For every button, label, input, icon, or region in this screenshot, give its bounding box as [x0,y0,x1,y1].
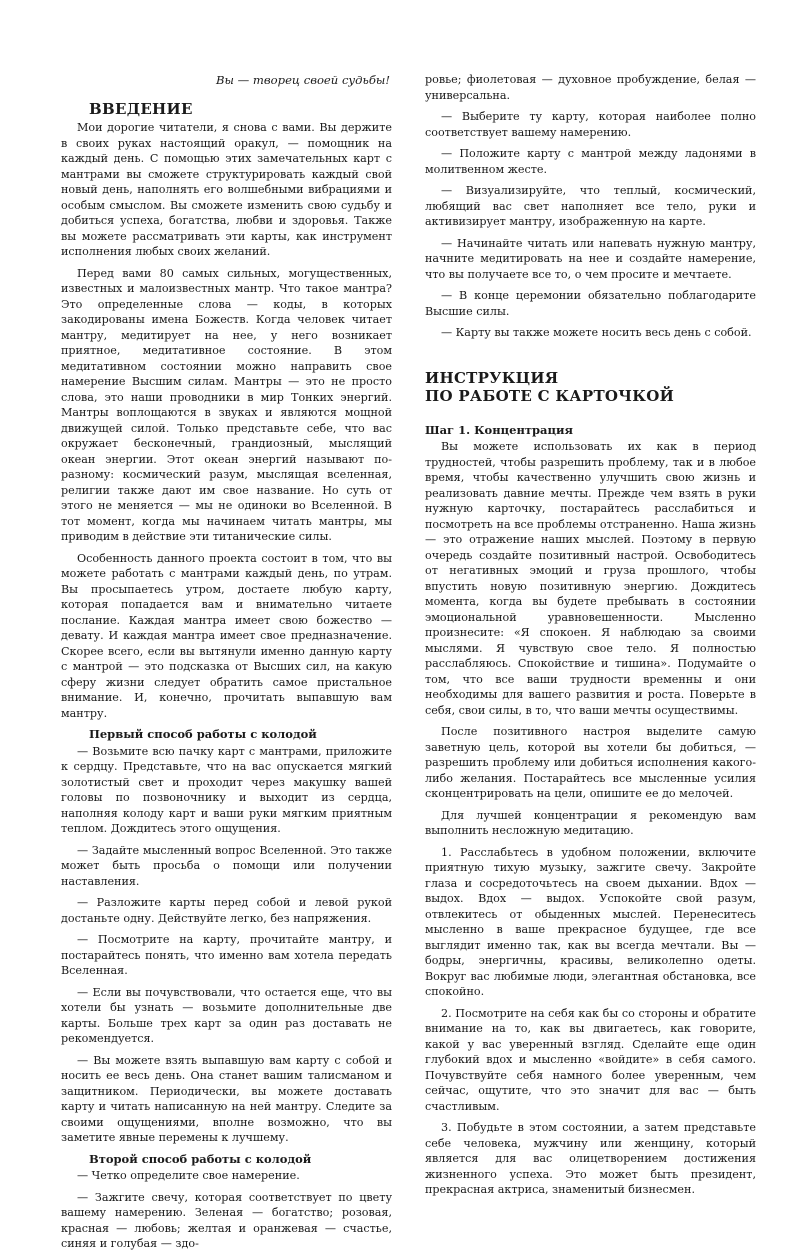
paragraph: 2. Посмотрите на себя как бы со стороны и обратите внимание на то, как вы двигаетесь, как говорите, какой у вас уверенный взгляд. Сделайте еще один глубокий вдох и мысленно «войдите» в себя самого. Почувствуйте себя намного более уверенным, чем сейчас, ощутите, что это значит для вас — быть счастливым. [425,1006,756,1113]
section-heading-introduction: ВВЕДЕНИЕ [89,100,193,118]
paragraph-continued: ровье; фиолетовая — духовное пробуждение, белая — универсальна. [425,73,756,102]
right-column [425,72,756,1204]
list-item: — Четко определите свое намерение. [77,1169,300,1182]
paragraph: Вы можете использовать их как в период трудностей, чтобы разрешить проблему, так и в любое время, чтобы качественно улучшить свою жизнь и реализовать давние мечты. Прежде чем взять в руки нужную карточку, постарайтесь расслабиться и посмотреть на все проблемы отстраненно. Наша жизнь — это отражение наших мыслей. Поэтому в первую очередь создайте позитивный настрой. Освободитесь от негативных эмоций и груза прошлого, чтобы впустить новую позитивную энергию. Дождитесь момента, когда вы будете пребывать в состоянии эмоциональной уравновешенности. Мысленно произнесите: «Я спокоен. Я наблюдаю за своими мыслями. Я чувствую свое тело. Я полностью расслабляюсь. Спокойствие и тишина». Подумайте о том, что все ваши трудности временны и они необходимы для вашего развития и роста. Поверьте в себя, свои силы, в то, что ваши мечты осуществимы. [425,440,756,717]
list-item: — Начинайте читать или напевать нужную мантру, начните медитировать на нее и создайте намерение, что вы получаете все то, о чем просите и мечтаете. [425,236,756,281]
paragraph: Перед вами 80 самых сильных, могущественных, известных и малоизвестных мантр. Что такое мантра? Это определенные слова — коды, в которых закодированы имена Божеств. Когда человек читает мантру, медитирует на нее, у него возникает приятное, медитативное состояние. В этом медитативном состоянии можно направить свое намерение Высшим силам. Мантры — это не просто слова, это наши проводники в мир Тонких энергий. Мантры воплощаются в звуках и являются мощной движущей силой. Только представьте себе, что вас окружает бесконечный, грандиозный, мыслящий океан энергии. Этот океан энергий называют по-разному: космический разум, мыслящая вселенная, религии также дают им свое название. Но суть от этого не меняется — мы не одиноки во Вселенной. В тот момент, когда мы начинаем читать мантры, мы приводим в действие эти титанические силы. [61,266,392,543]
list-item: — Задайте мысленный вопрос Вселенной. Это также может быть просьба о помощи или получении наставления. [61,843,392,888]
heading-line: ИНСТРУКЦИЯ [425,368,559,387]
list-item: — Карту вы также можете носить весь день с собой. [441,326,752,339]
list-item: — Возьмите всю пачку карт с мантрами, приложите к сердцу. Представьте, что на вас опускается мягкий золотистый свет и проходит через макушку вашей головы по позвоночнику и выходит из сердца, наполняя колоду карт и ваши руки мягким приятным теплом. Дождитесь этого ощущения. [61,744,392,835]
subheading-step-1: Шаг 1. Концентрация [425,422,574,437]
list-item: — Положите карту с мантрой между ладонями в молитвенном жесте. [425,147,756,176]
list-item: — В конце церемонии обязательно поблагодарите Высшие силы. [425,289,756,318]
subheading-second-method: Второй способ работы с колодой [89,1151,312,1166]
epigraph: Вы — творец своей судьбы! [216,73,390,87]
paragraph: Для лучшей концентрации я рекомендую вам выполнить несложную медитацию. [425,808,756,837]
list-item: — Посмотрите на карту, прочитайте мантру, и постарайтесь понять, что именно вам хотела передать Вселенная. [61,933,392,977]
list-item: — Вы можете взять выпавшую вам карту с собой и носить ее весь день. Она станет вашим талисманом и защитником. Периодически, вы можете доставать карту и читать написанную на ней мантру. Следите за своими ощущениями, вполне возможно, что вы заметите явные перемены к лучшему. [61,1053,392,1144]
left-column [61,100,392,1258]
list-item: — Если вы почувствовали, что остается еще, что вы хотели бы узнать — возьмите дополнительные две карты. Больше трех карт за один раз доставать не рекомендуется. [61,985,392,1045]
heading-line: ПО РАБОТЕ С КАРТОЧКОЙ [425,386,675,405]
subheading-first-method: Первый способ работы с колодой [89,727,317,741]
paragraph: 1. Расслабьтесь в удобном положении, включите приятную тихую музыку, зажгите свечу. Закройте глаза и сосредоточьтесь на своем дыхании. Вдох — выдох. Вдох — выдох. Успокойте свой разум, отвлекитесь от обыденных мыслей. Перенеситесь мысленно в ваше прекрасное будущее, где все выглядит именно так, как вы всегда мечтали. Вы — бодры, энергичны, красивы, великолепно одеты. Вокруг вас любимые люди, элегантная обстановка, все спокойно. [425,845,756,998]
paragraph: Особенность данного проекта состоит в том, что вы можете работать с мантрами каждый день, по утрам. Вы просыпаетесь утром, достаете любую карту, которая попадается вам и внимательно читаете послание. Каждая мантра имеет свою божество — девату. И каждая мантра имеет свое предназначение. Скорее всего, если вы вытянули именно данную карту с мантрой — это подсказка от Высших сил, на какую сферу жизни следует обратить самое пристальное внимание. И, конечно, прочитать выпавшую вам мантру. [61,551,392,720]
paragraph: Мои дорогие читатели, я снова с вами. Вы держите в своих руках настоящий оракул, — помощник на каждый день. С помощью этих замечательных карт с мантрами вы сможете структурировать каждый свой новый день, наполнять его волшебными вибрациями и особым смыслом. Вы сможете изменить свою судьбу и добиться успеха, богатства, любви и здоровья. Также вы можете рассматривать эти карты, как инструмент исполнения любых своих желаний. [61,121,392,258]
section-heading-instructions [425,369,756,405]
paragraph: 3. Побудьте в этом состоянии, а затем представьте себе человека, мужчину или женщину, который является для вас олицетворением достижения жизненного успеха. Это может быть президент, прекрасная актриса, знаменитый бизнесмен. [425,1121,756,1196]
paragraph: После позитивного настроя выделите самую заветную цель, которой вы хотели бы добиться, — разрешить проблему или добиться исполнения какого-либо желания. Постарайтесь все мысленные усилия сконцентрировать на цели, опишите ее до мелочей. [425,725,756,800]
list-item: — Разложите карты перед собой и левой рукой достаньте одну. Действуйте легко, без напряжения. [61,896,392,925]
list-item: — Выберите ту карту, которая наиболее полно соответствует вашему намерению. [425,110,756,139]
list-item: — Визуализируйте, что теплый, космический, любящий вас свет наполняет все тело, руки и активизирует мантру, изображенную на карте. [425,184,756,228]
list-item: — Зажгите свечу, которая соответствует по цвету вашему намерению. Зеленая — богатство; розовая, красная — любовь; желтая и оранжевая — счастье, синяя и голубая — здо- [61,1190,392,1250]
